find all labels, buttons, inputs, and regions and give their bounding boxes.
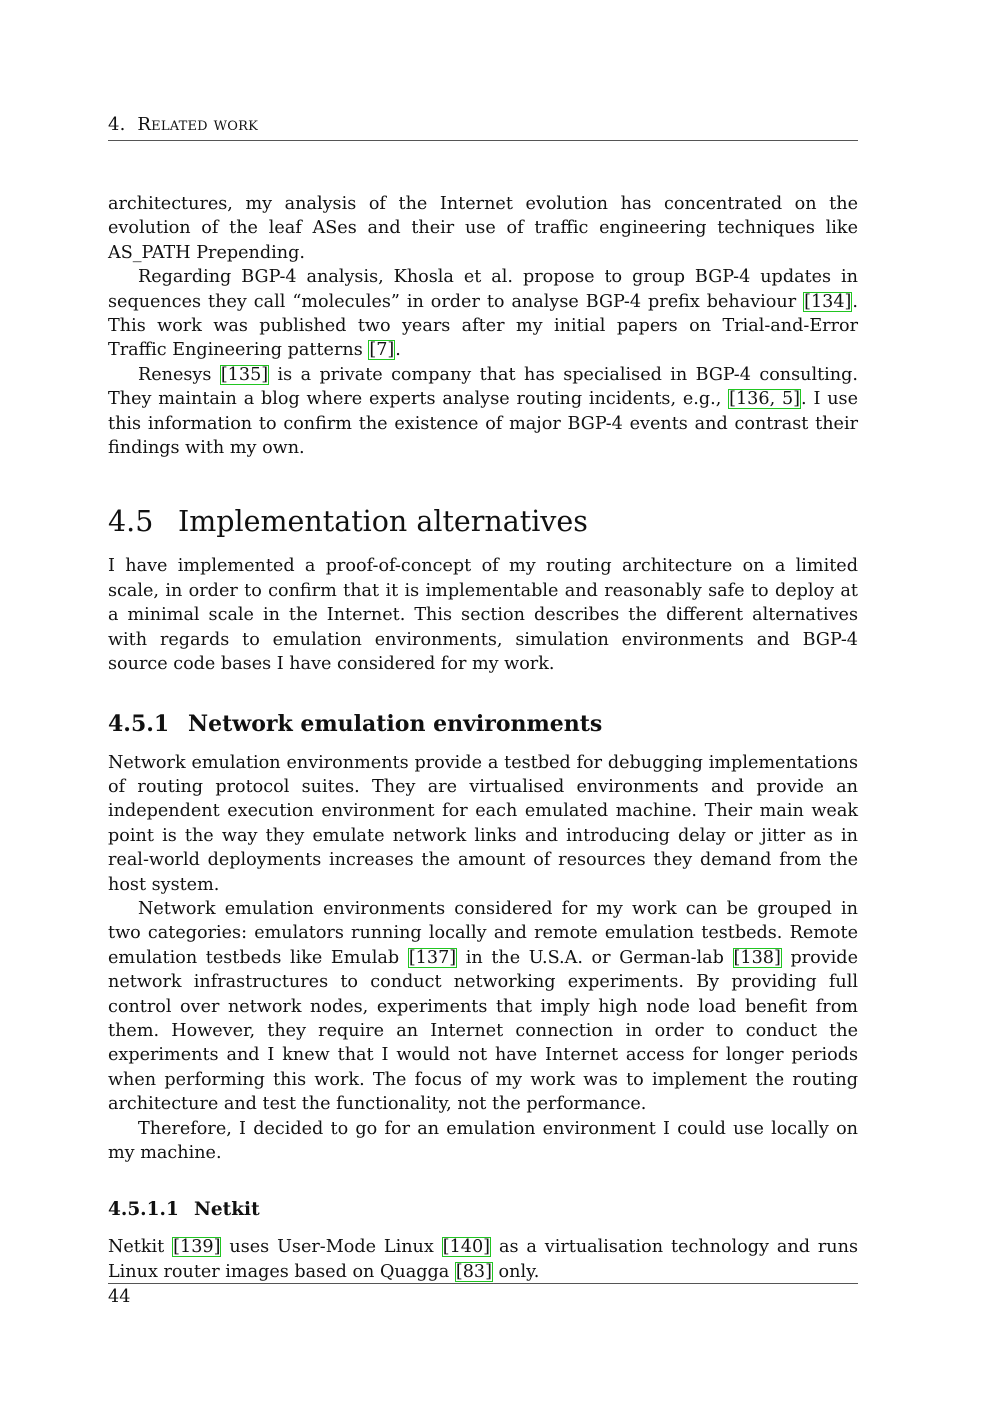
- text-run: uses User-Mode Linux: [221, 1237, 442, 1258]
- page-body: [108, 192, 858, 1284]
- subsection-heading: [108, 709, 858, 739]
- text-run: only.: [492, 1261, 540, 1282]
- text-run: is a private company that has specialised in BGP-4 consulting. They maintain a blog where experts analyse routing incidents, e.g.,: [108, 364, 858, 410]
- subsection-number: 4.5.1: [108, 710, 170, 737]
- subsubsection-heading: [108, 1197, 858, 1223]
- text-run: provide network infrastructures to conduct networking experiments. By providing full control over network nodes, experiments that imply high node load benefit from them. However, they require an Internet connection in order to conduct the experiments and I knew that I would not have Internet access for longer periods when performing this work. The focus of my work was to implement the routing architecture and test the functionality, not the performance.: [108, 947, 858, 1115]
- section-heading: [108, 504, 858, 540]
- citation-link[interactable]: [83]: [455, 1261, 492, 1282]
- subsubsection-number: 4.5.1.1: [108, 1199, 179, 1221]
- citation-link[interactable]: [137]: [408, 947, 457, 968]
- paragraph: [108, 897, 858, 1117]
- text-run: . I use this information to confirm the existence of major BGP-4 events and contrast their findings with my own.: [108, 389, 858, 459]
- citation-link[interactable]: [140]: [442, 1237, 491, 1258]
- subsection-title: Network emulation environments: [188, 710, 603, 737]
- paragraph-text: I have implemented a proof-of-concept of my routing architecture on a limited scale, in order to confirm that it is implementable and reasonably safe to deploy at a minimal scale in the Internet. This section describes the different alternatives with regards to emulation environments, simulation environments and BGP-4 source code bases I have considered for my work.: [108, 556, 858, 675]
- text-run: . This work was published two years after my initial papers on Trial-and-Error Traffic Engineering patterns: [108, 291, 858, 361]
- footer-rule: [108, 1283, 858, 1284]
- text-run: Renesys: [138, 364, 220, 385]
- text-run: in the U.S.A. or German-lab: [457, 947, 733, 968]
- text-run: Regarding BGP-4 analysis, Khosla et al. propose to group BGP-4 updates in sequences they call “molecules” in order to analyse BGP-4 prefix behaviour: [108, 267, 858, 312]
- citation-link[interactable]: [138]: [733, 947, 781, 968]
- text-run: Netkit: [108, 1237, 173, 1258]
- paragraph: [108, 363, 858, 461]
- paragraph: [108, 554, 858, 676]
- paragraph: [108, 1235, 858, 1284]
- page-number: 44: [108, 1287, 131, 1307]
- citation-link[interactable]: [7]: [369, 340, 395, 361]
- citation-link[interactable]: [134]: [804, 291, 852, 312]
- citation-link[interactable]: [135]: [220, 364, 269, 385]
- chapter-number: 4.: [108, 114, 126, 135]
- citation-link[interactable]: [136, 5]: [729, 389, 801, 410]
- paragraph-text: architectures, my analysis of the Internet evolution has concentrated on the evolution of the leaf ASes and their use of traffic engineering techniques like AS_PATH Prepending.: [108, 194, 858, 263]
- paragraph: [108, 1117, 858, 1166]
- text-run: .: [395, 340, 401, 361]
- section-title: Implementation alternatives: [178, 505, 588, 539]
- paragraph: [108, 192, 858, 265]
- text-run: Network emulation environments considered for my work can be grouped in two categories: emulators running locally and remote emulation testbeds. Remote emulation testbeds like Emulab: [108, 898, 858, 968]
- running-header: [108, 114, 858, 141]
- text-run: as a virtualisation technology and runs Linux router images based on Quagga: [108, 1237, 858, 1282]
- section-number: 4.5: [108, 505, 154, 539]
- paragraph: [108, 751, 858, 897]
- paragraph-text: Therefore, I decided to go for an emulation environment I could use locally on my machine.: [108, 1118, 858, 1163]
- citation-link[interactable]: [139]: [173, 1237, 221, 1258]
- paragraph: [108, 265, 858, 363]
- paragraph-text: Network emulation environments provide a testbed for debugging implementations of routing protocol suites. They are virtualised environments and provide an independent execution environment for each emulated machine. Their main weak point is the way they emulate network links and introducing delay or jitter as in real-world deployments increases the amount of resources they demand from the host system.: [108, 752, 858, 895]
- subsubsection-title: Netkit: [194, 1199, 260, 1221]
- chapter-title: Related work: [137, 114, 258, 135]
